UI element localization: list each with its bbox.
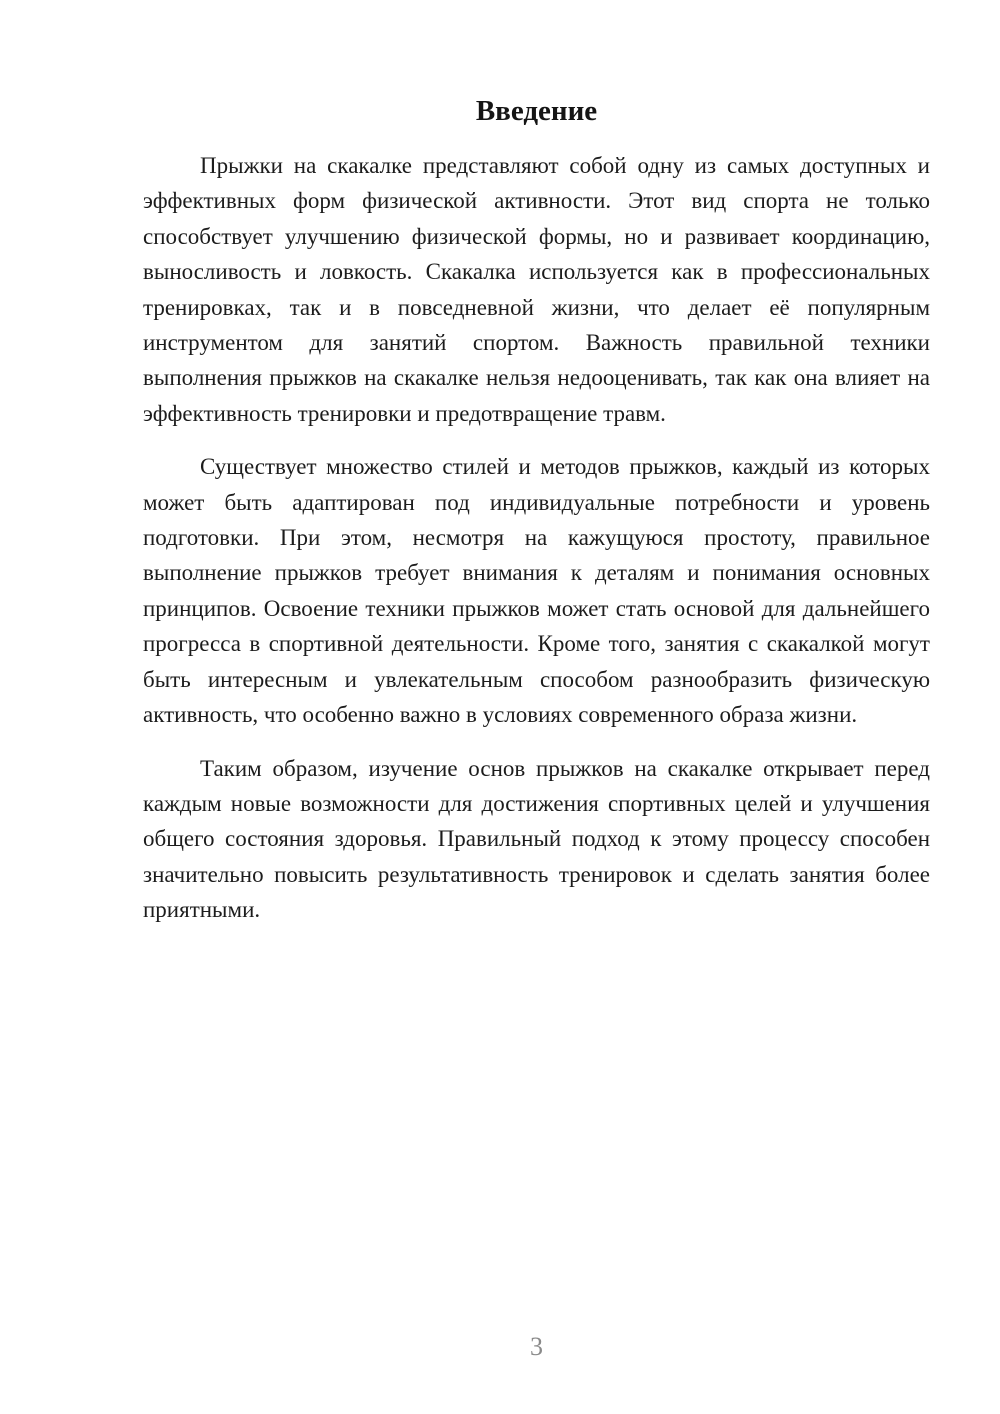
page-number: 3 xyxy=(530,1332,543,1361)
paragraph: Таким образом, изучение основ прыжков на скакалке открывает перед каждым новые возможности для достижения спортивных целей и улучшения общего состояния здоровья. Правильный подход к этому процессу способен значительно повысить результативность тренировок и сделать занятия более приятными. xyxy=(143,755,930,923)
page-title: Введение xyxy=(475,95,598,127)
paragraph: Прыжки на скакалке представляют собой одну из самых доступных и эффективных форм физической активности. Этот вид спорта не только способствует улучшению физической формы, но и развивает координацию, выносливость и ловкость. Скакалка используется как в профессиональных тренировках, так и в повседневной жизни, что делает её популярным инструментом для занятий спортом. Важность правильной техники выполнения прыжков на скакалке нельзя недооценивать, так как она влияет на эффективность тренировки и предотвращение травм. xyxy=(143,153,930,426)
paragraph: Существует множество стилей и методов прыжков, каждый из которых может быть адаптирован под индивидуальные потребности и уровень подготовки. При этом, несмотря на кажущуюся простоту, правильное выполнение прыжков требует внимания к деталям и понимания основных принципов. Освоение техники прыжков может стать основой для дальнейшего прогресса в спортивной деятельности. Кроме того, занятия с скакалкой могут быть интересным и увлекательным способом разнообразить физическую активность, что особенно важно в условиях современного образа жизни. xyxy=(143,454,930,728)
text-column xyxy=(143,0,930,928)
